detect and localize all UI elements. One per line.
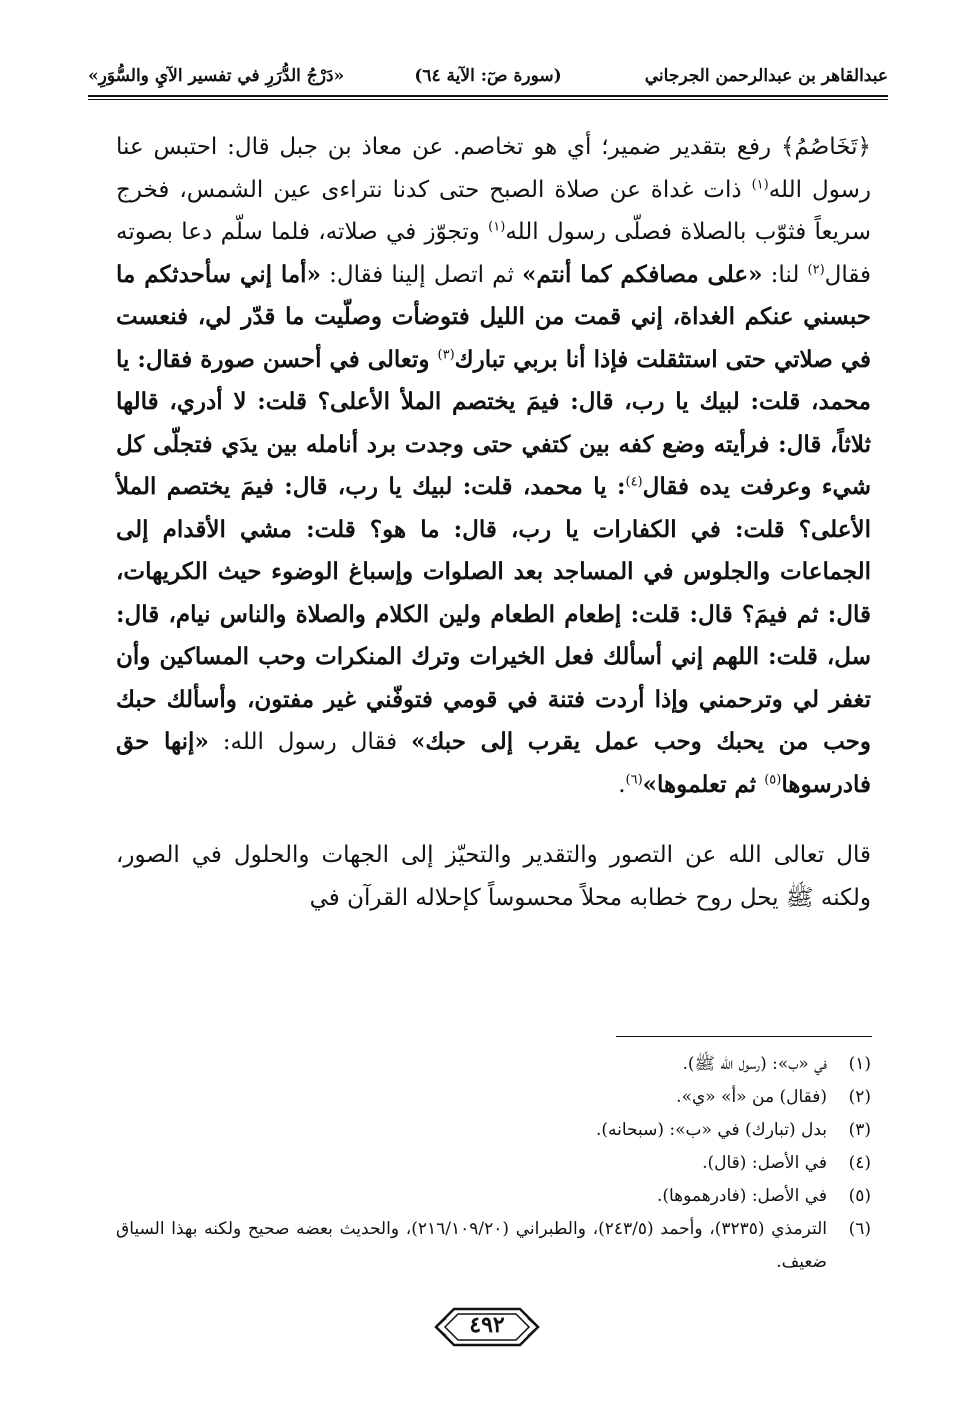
header-rule-thin bbox=[88, 99, 888, 100]
header-book-title: «دَرْجُ الدُّرَرِ في تفسير الآيِ والسُّوَرِ» bbox=[88, 66, 345, 86]
footnote: (٢) (فقال) من «أ» «ي». bbox=[676, 1087, 871, 1107]
footnote-separator bbox=[616, 1036, 872, 1037]
hadith-quote: «إنها حق فادرسوها bbox=[116, 728, 871, 798]
footnote: (١) في «ب»: (رسول الله ﷺ). bbox=[682, 1054, 871, 1074]
hadith-quote: «أما إني سأحدثكم ما حبسني عنكم الغداة، إني قمت من الليل فتوضأت وصلّيت ما قدّر لي، فنعست في صلاتي حتى استثقلت فإذا أنا بربي تبارك bbox=[116, 260, 871, 373]
footnote-ref: (١) bbox=[488, 219, 506, 235]
paragraph: ﴿تَخَاصُمُ﴾ رفع بتقدير ضمير؛ أي هو تخاصم. عن معاذ بن جبل قال: احتبس عنا رسول الله$^{(١)}$ ذات غداة عن صلاة الصبح حتى كدنا نتراءى عين الشمس، فخرج سريعاً فثوّب بالصلاة فصلّى رسول الله$^{(١)}$ وتجوّز في صلاته، فلما سلّم دعا بصوته فقال$^{(٢)}$ لنا: «على مصافكم كما أنتم» ثم اتصل إلينا فقال: «أما إني سأحدثكم ما حبسني عنكم الغداة، إني قمت من الليل فتوضأت وصلّيت ما قدّر لي، فنعست في صلاتي حتى استثقلت فإذا أنا بربي تبارك$^{(٣)}$ وتعالى في أحسن صورة فقال: يا محمد، قلت: لبيك يا رب، قال: فيمَ يختصم الملأ الأعلى؟ قلت: لا أدري، قالها ثلاثاً، قال: فرأيته وضع كفه بين كتفي حتى وجدت برد أنامله بين يدَي فتجلّى كل شيء وعرفت يده فقال$^{(٤)}$: يا محمد، قلت: لبيك يا رب، قال: فيمَ يختصم الملأ الأعلى؟ قلت: في الكفارات يا رب، قال: ما هو؟ قلت: مشي الأقدام إلى الجماعات والجلوس في المساجد بعد الصلوات وإسباغ الوضوء حيث الكريهات، قال: ثم فيمَ؟ قال: قلت: إطعام الطعام ولين الكلام والصلاة والناس نيام، قال: سل، قلت: اللهم إني أسألك فعل الخيرات وترك المنكرات وحب المساكين وأن تغفر لي وترحمني وإذا أردت فتنة في قومي فتوفّني غير مفتون، وأسألك حبك وحب من يحبك وحب عمل يقرب إلى حبك» فقال رسول الله: «إنها حق فادرسوها$^{(٥)}$ ثم تعلموها»$^{(٦)}$. bbox=[116, 134, 872, 798]
hadith-quote: «على مصافكم كما أنتم» bbox=[522, 260, 763, 288]
footnote: (٤) في الأصل: (قال). bbox=[702, 1153, 871, 1173]
footnotes bbox=[116, 1048, 871, 1279]
hadith-quote: ثم تعلموها» bbox=[642, 770, 765, 798]
footnote-ref: (٤) bbox=[625, 474, 643, 490]
footnote: (٣) بدل (تبارك) في «ب»: (سبحانه). bbox=[595, 1120, 871, 1140]
hadith-quote: وتعالى في أحسن صورة فقال: يا محمد، قلت: لبيك يا رب، قال: فيمَ يختصم الملأ الأعلى؟ قلت: لا أدري، قالها ثلاثاً، قال: فرأيته وضع كفه بين كتفي حتى وجدت برد أنامله بين يدَي فتجلّى كل شيء وعرفت يده فقال bbox=[116, 345, 871, 500]
hadith-quote: : يا محمد، قلت: لبيك يا رب، قال: فيمَ يختصم الملأ الأعلى؟ قلت: في الكفارات يا رب، قال: ما هو؟ قلت: مشي الأقدام إلى الجماعات والجلوس في المساجد بعد الصلوات وإسباغ الوضوء حيث الكريهات، قال: ثم فيمَ؟ قال: قلت: إطعام الطعام ولين الكلام والصلاة والناس نيام، قال: سل، قلت: اللهم إني أسألك فعل الخيرات وترك المنكرات وحب المساكين وأن تغفر لي وترحمني وإذا أردت فتنة في قومي فتوفّني غير مفتون، وأسألك حبك وحب من يحبك وحب عمل يقرب إلى حبك» bbox=[116, 473, 872, 755]
footnote-ref: (٢) bbox=[807, 261, 825, 277]
main-text bbox=[116, 126, 871, 919]
page-number: ٤٩٢ bbox=[432, 1306, 542, 1348]
footnote-ref: (٣) bbox=[437, 346, 455, 362]
header-surah-location: (سورة صٓ: الآية ٦٤) bbox=[414, 66, 562, 86]
paragraph: قال تعالى الله عن التصور والتقدير والتحيّز إلى الجهات والحلول في الصور، ولكنه ﷺ يحل روح خطابه محلاً محسوساً كإحلاله القرآن في bbox=[116, 842, 871, 911]
running-header bbox=[88, 58, 888, 98]
footnote: (٥) في الأصل: (فادرهموها). bbox=[656, 1186, 871, 1206]
footnote-ref: (٦) bbox=[625, 771, 643, 787]
header-rule bbox=[88, 95, 888, 97]
header-author: عبدالقاهر بن عبدالرحمن الجرجاني bbox=[644, 66, 888, 86]
footnote-ref: (٥) bbox=[764, 771, 782, 787]
footnote-ref: (١) bbox=[751, 176, 769, 192]
footnote: (٦) الترمذي (٣٢٣٥)، وأحمد (٢٤٣/٥)، والطبراني (٢١٦/١٠٩/٢٠)، والحديث بعضه صحيح ولكنه بهذا السياق ضعيف. bbox=[116, 1219, 871, 1272]
